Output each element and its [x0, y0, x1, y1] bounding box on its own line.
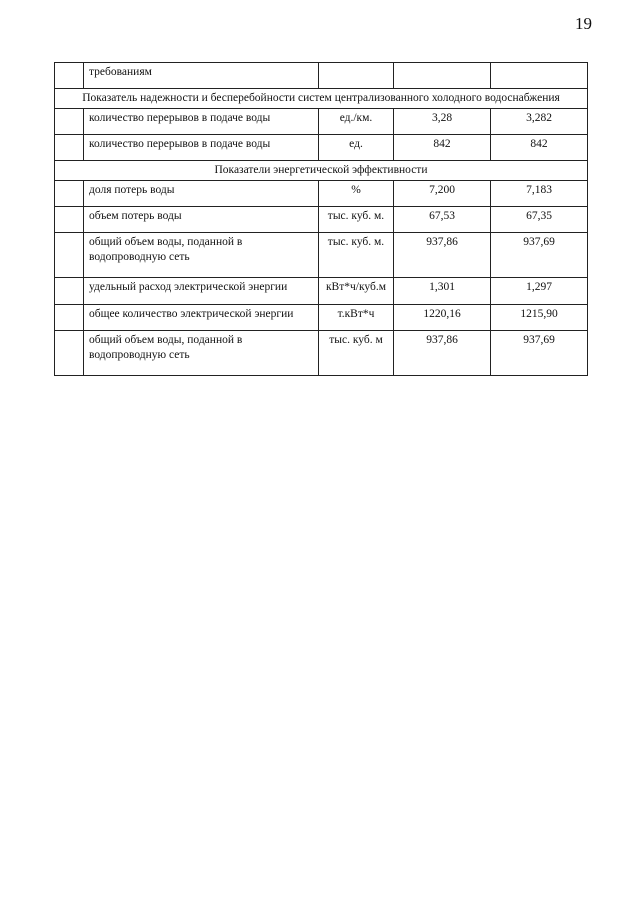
value-cell-1: 842 — [394, 135, 491, 161]
row-number-cell — [55, 233, 84, 278]
value-cell-1: 67,53 — [394, 207, 491, 233]
table-row — [55, 233, 588, 278]
section-row — [55, 161, 588, 181]
value-cell-2: 7,183 — [491, 181, 588, 207]
row-number-cell — [55, 109, 84, 135]
row-number-cell — [55, 278, 84, 305]
row-number-cell — [55, 305, 84, 331]
row-number-cell — [55, 331, 84, 376]
value-cell-1 — [394, 63, 491, 89]
indicator-name-cell: количество перерывов в подаче воды — [84, 109, 319, 135]
unit-cell: тыс. куб. м — [319, 331, 394, 376]
table-row — [55, 181, 588, 207]
value-cell-1: 7,200 — [394, 181, 491, 207]
indicators-table — [54, 62, 588, 376]
value-cell-2: 937,69 — [491, 233, 588, 278]
indicator-name-cell: общее количество электрической энергии — [84, 305, 319, 331]
value-cell-2: 937,69 — [491, 331, 588, 376]
row-number-cell — [55, 181, 84, 207]
value-cell-2: 3,282 — [491, 109, 588, 135]
page-number: 19 — [575, 14, 592, 33]
indicator-name-cell: объем потерь воды — [84, 207, 319, 233]
unit-cell: ед. — [319, 135, 394, 161]
value-cell-1: 937,86 — [394, 331, 491, 376]
section-row — [55, 89, 588, 109]
unit-cell — [319, 63, 394, 89]
value-cell-2: 1215,90 — [491, 305, 588, 331]
table-row — [55, 331, 588, 376]
indicator-name-cell: удельный расход электрической энергии — [84, 278, 319, 305]
unit-cell: тыс. куб. м. — [319, 233, 394, 278]
section-title-energy: Показатели энергетической эффективности — [55, 161, 588, 181]
row-number-cell — [55, 135, 84, 161]
table-row — [55, 135, 588, 161]
indicator-name-cell: количество перерывов в подаче воды — [84, 135, 319, 161]
indicator-name-cell: доля потерь воды — [84, 181, 319, 207]
table-row — [55, 207, 588, 233]
unit-cell: ед./км. — [319, 109, 394, 135]
value-cell-1: 3,28 — [394, 109, 491, 135]
section-title-reliability: Показатель надежности и бесперебойности систем централизованного холодного водоснабжения — [55, 89, 588, 109]
value-cell-1: 1,301 — [394, 278, 491, 305]
table-row — [55, 109, 588, 135]
unit-cell: тыс. куб. м. — [319, 207, 394, 233]
row-number-cell — [55, 63, 84, 89]
unit-cell: кВт*ч/куб.м — [319, 278, 394, 305]
row-number-cell — [55, 207, 84, 233]
value-cell-2: 67,35 — [491, 207, 588, 233]
indicator-name-cell: требованиям — [84, 63, 319, 89]
value-cell-1: 937,86 — [394, 233, 491, 278]
indicator-name-cell: общий объем воды, поданной в водопроводную сеть — [84, 331, 319, 376]
indicator-name-cell: общий объем воды, поданной в водопроводную сеть — [84, 233, 319, 278]
table-row — [55, 278, 588, 305]
unit-cell: т.кВт*ч — [319, 305, 394, 331]
table-row — [55, 63, 588, 89]
unit-cell: % — [319, 181, 394, 207]
table-row — [55, 305, 588, 331]
value-cell-1: 1220,16 — [394, 305, 491, 331]
value-cell-2 — [491, 63, 588, 89]
value-cell-2: 842 — [491, 135, 588, 161]
value-cell-2: 1,297 — [491, 278, 588, 305]
